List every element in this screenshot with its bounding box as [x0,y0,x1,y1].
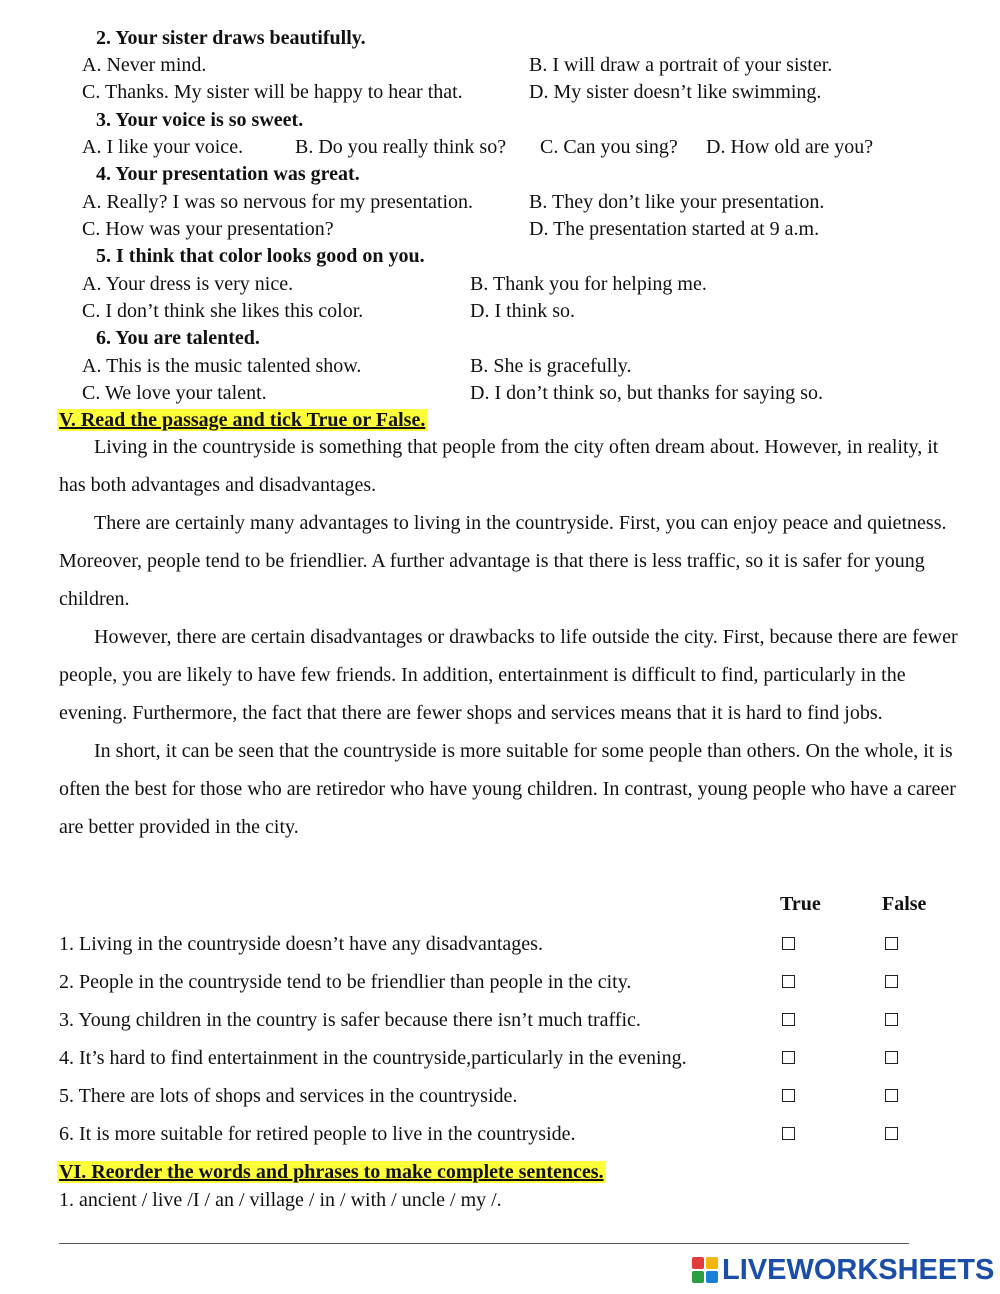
option-c[interactable]: C. We love your talent. [82,382,267,404]
true-checkbox[interactable] [782,1089,795,1102]
option-a[interactable]: A. Really? I was so nervous for my presentation. [82,191,474,213]
option-d[interactable]: D. My sister doesn’t like swimming. [529,81,822,103]
statement-text: 2. People in the countryside tend to be friendlier than people in the city. [59,971,632,993]
question-prompt: 6. You are talented. [96,327,260,349]
option-d[interactable]: D. The presentation started at 9 a.m. [529,218,820,240]
answer-line[interactable] [59,1243,909,1244]
option-c[interactable]: C. How was your presentation? [82,218,334,240]
true-checkbox[interactable] [782,1013,795,1026]
option-c[interactable]: C. Can you sing? [540,136,678,158]
logo-square [706,1257,718,1269]
statement-text: 6. It is more suitable for retired people to live in the countryside. [59,1123,576,1145]
true-column-header: True [780,893,821,915]
question-prompt: 5. I think that color looks good on you. [96,245,425,267]
passage-paragraph: In short, it can be seen that the countryside is more suitable for some people than others. On the whole, it is often the best for those who are retiredor who have young children. In contrast, young people who have a career are better provided in the city. [59,740,956,838]
section-6-heading-wrap [57,1160,606,1184]
true-checkbox[interactable] [782,1051,795,1064]
logo-square [692,1257,704,1269]
false-checkbox[interactable] [885,937,898,950]
logo-text: LIVEWORKSHEETS [722,1254,995,1286]
true-checkbox[interactable] [782,937,795,950]
option-d[interactable]: D. How old are you? [706,136,874,158]
option-c[interactable]: C. I don’t think she likes this color. [82,300,364,322]
reading-passage [59,428,959,846]
statement-text: 3. Young children in the country is safer because there isn’t much traffic. [59,1009,641,1031]
false-checkbox[interactable] [885,975,898,988]
statement-text: 5. There are lots of shops and services in the countryside. [59,1085,518,1107]
question-prompt: 3. Your voice is so sweet. [96,109,304,131]
option-a[interactable]: A. Never mind. [82,54,207,76]
false-checkbox[interactable] [885,1013,898,1026]
reorder-item-1: 1. ancient / live /I / an / village / in / with / uncle / my /. [59,1189,502,1211]
logo-mark-icon [692,1257,718,1283]
question-prompt: 4. Your presentation was great. [96,163,360,185]
logo-square [706,1271,718,1283]
logo-square [692,1271,704,1283]
passage-paragraph: There are certainly many advantages to living in the countryside. First, you can enjoy peace and quietness. Moreover, people tend to be friendlier. A further advantage is that there is less traffic, so it is safer for young children. [59,512,947,610]
option-d[interactable]: D. I think so. [470,300,575,322]
option-b[interactable]: B. Do you really think so? [295,136,507,158]
option-b[interactable]: B. Thank you for helping me. [470,273,707,295]
true-checkbox[interactable] [782,975,795,988]
option-c[interactable]: C. Thanks. My sister will be happy to hear that. [82,81,463,103]
liveworksheets-logo [692,1254,994,1286]
option-b[interactable]: B. She is gracefully. [470,355,632,377]
option-a[interactable]: A. This is the music talented show. [82,355,362,377]
false-checkbox[interactable] [885,1089,898,1102]
option-a[interactable]: A. I like your voice. [82,136,244,158]
passage-paragraph: However, there are certain disadvantages or drawbacks to life outside the city. First, because there are fewer people, you are likely to have few friends. In addition, entertainment is difficult to find, particularly in the evening. Furthermore, the fact that there are fewer shops and services means that it is hard to find jobs. [59,626,958,724]
false-checkbox[interactable] [885,1127,898,1140]
section-5-heading: V. Read the passage and tick True or False. [59,409,426,431]
question-prompt: 2. Your sister draws beautifully. [96,27,366,49]
section-6-heading: VI. Reorder the words and phrases to make complete sentences. [59,1161,604,1183]
false-column-header: False [882,893,927,915]
statement-text: 4. It’s hard to find entertainment in the countryside,particularly in the evening. [59,1047,687,1069]
true-checkbox[interactable] [782,1127,795,1140]
option-d[interactable]: D. I don’t think so, but thanks for saying so. [470,382,823,404]
passage-paragraph: Living in the countryside is something that people from the city often dream about. However, in reality, it has both advantages and disadvantages. [59,436,939,496]
statement-text: 1. Living in the countryside doesn’t have any disadvantages. [59,933,543,955]
false-checkbox[interactable] [885,1051,898,1064]
option-a[interactable]: A. Your dress is very nice. [82,273,294,295]
option-b[interactable]: B. I will draw a portrait of your sister. [529,54,833,76]
option-b[interactable]: B. They don’t like your presentation. [529,191,825,213]
